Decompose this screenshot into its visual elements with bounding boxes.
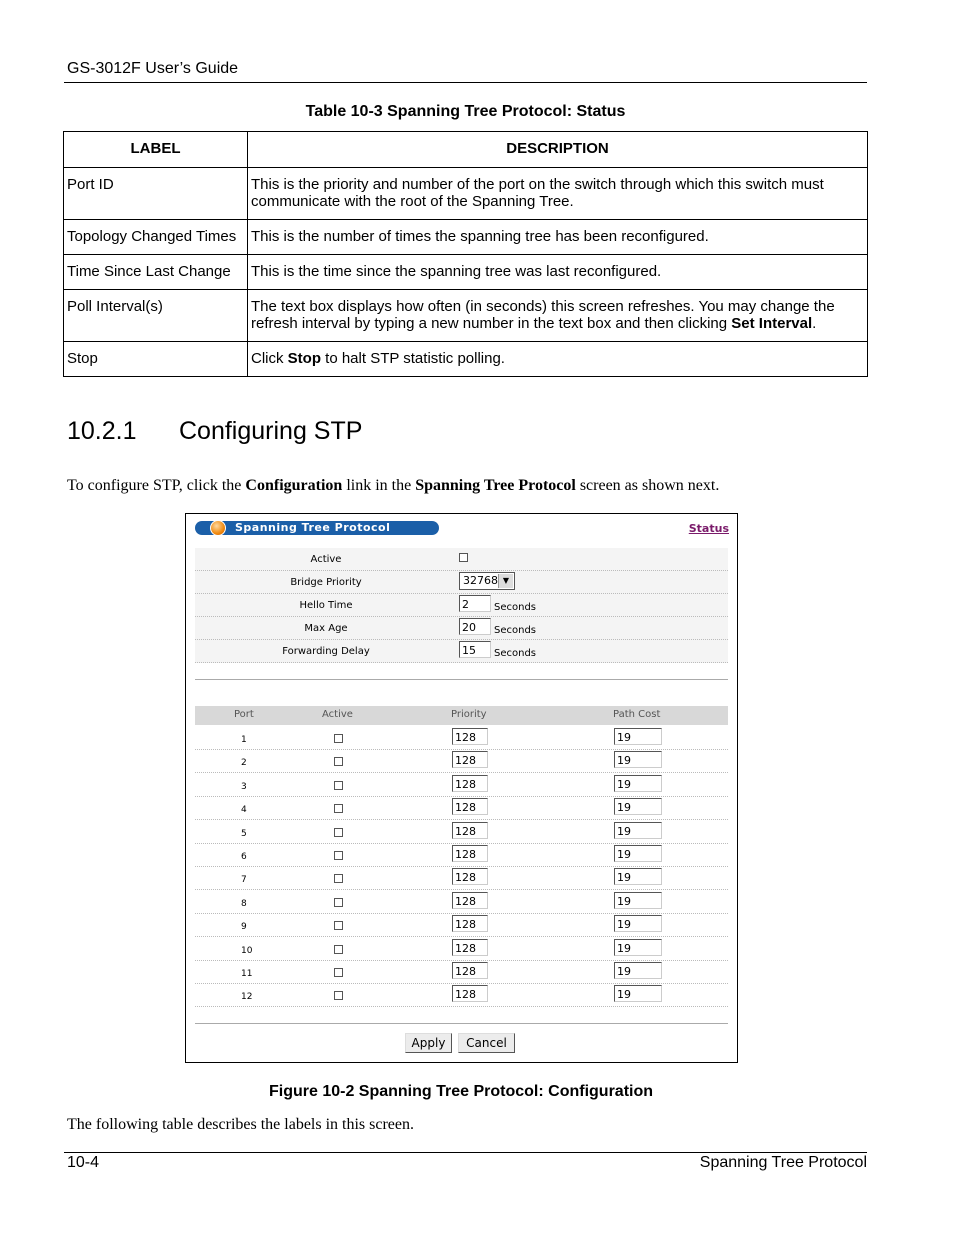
- desc-text: .: [812, 315, 817, 332]
- forwarding-delay-input[interactable]: 15: [459, 641, 491, 658]
- footer-chapter-title: Spanning Tree Protocol: [699, 1154, 867, 1171]
- footer-rule: [64, 1152, 867, 1153]
- table-row: [195, 960, 728, 984]
- description-table: [63, 131, 868, 377]
- figure-caption: Figure 10-2 Spanning Tree Protocol: Configuration: [268, 1083, 654, 1100]
- port-number: 11: [241, 969, 253, 979]
- table-row: [195, 866, 728, 890]
- table-row: [195, 890, 728, 914]
- port-priority-input[interactable]: 128: [452, 798, 488, 815]
- port-path-cost-input[interactable]: 19: [614, 751, 662, 768]
- port-active-checkbox[interactable]: [334, 781, 343, 790]
- port-path-cost-input[interactable]: 19: [614, 798, 662, 815]
- intro-paragraph: [67, 477, 719, 495]
- port-path-cost-input[interactable]: 19: [614, 985, 662, 1002]
- port-path-cost-input[interactable]: 19: [614, 962, 662, 979]
- port-number: 1: [241, 735, 247, 745]
- port-number: 12: [241, 992, 253, 1003]
- port-number: 10: [241, 945, 253, 956]
- row-label: Port ID: [64, 168, 248, 220]
- header-rule: [64, 82, 867, 83]
- port-path-cost-input[interactable]: 19: [614, 939, 662, 956]
- port-path-cost-input[interactable]: 19: [614, 845, 662, 862]
- port-active-checkbox[interactable]: [334, 874, 343, 883]
- table-row: [64, 220, 868, 255]
- table-row: [195, 820, 728, 844]
- port-priority-input[interactable]: 128: [452, 915, 488, 932]
- table-row: [64, 168, 868, 220]
- port-number: 3: [241, 781, 247, 792]
- cancel-button[interactable]: Cancel: [458, 1033, 515, 1053]
- section-number: 10.2.1: [67, 417, 137, 445]
- port-active-checkbox[interactable]: [334, 968, 343, 977]
- table-row: [195, 726, 728, 750]
- port-active-checkbox[interactable]: [334, 757, 343, 766]
- port-active-checkbox[interactable]: [334, 898, 343, 907]
- port-path-cost-input[interactable]: 19: [614, 775, 662, 792]
- port-path-cost-input[interactable]: 19: [614, 868, 662, 885]
- bridge-priority-select[interactable]: [459, 572, 515, 590]
- port-active-checkbox[interactable]: [334, 734, 343, 743]
- table-header-row: [64, 132, 868, 168]
- table-row: [195, 796, 728, 820]
- port-priority-input[interactable]: 128: [452, 868, 488, 885]
- port-priority-input[interactable]: 128: [452, 962, 488, 979]
- section-title: Configuring STP: [179, 417, 363, 445]
- row-label: Topology Changed Times: [64, 220, 248, 255]
- port-priority-input[interactable]: 128: [452, 892, 488, 909]
- stp-config-screenshot: [185, 513, 738, 1063]
- table-row: [64, 342, 868, 377]
- bridge-priority-value: 32768: [463, 574, 498, 587]
- port-priority-input[interactable]: 128: [452, 939, 488, 956]
- port-number: 6: [241, 852, 247, 862]
- column-header-description: DESCRIPTION: [248, 132, 868, 168]
- path-cost-header: Path Cost: [613, 709, 661, 720]
- intro-bold: Spanning Tree Protocol: [415, 477, 576, 494]
- port-priority-input[interactable]: 128: [452, 985, 488, 1002]
- table-row: [195, 773, 728, 797]
- port-path-cost-input[interactable]: 19: [614, 915, 662, 932]
- table-row: [195, 937, 728, 961]
- divider: [195, 679, 728, 680]
- divider: [195, 1023, 728, 1024]
- desc-bold: Set Interval: [731, 315, 813, 332]
- port-active-checkbox[interactable]: [334, 804, 343, 813]
- column-header-label: LABEL: [64, 132, 248, 168]
- table-row: [64, 290, 868, 342]
- title-orb-icon: [210, 520, 226, 536]
- active-label: Active: [310, 554, 342, 565]
- seconds-unit: Seconds: [494, 648, 537, 659]
- hello-time-label: Hello Time: [299, 600, 353, 611]
- forwarding-delay-row: [195, 640, 728, 663]
- port-priority-input[interactable]: 128: [452, 822, 488, 839]
- max-age-label: Max Age: [304, 623, 348, 634]
- port-priority-input[interactable]: 128: [452, 845, 488, 862]
- row-label: Poll Interval(s): [64, 290, 248, 342]
- seconds-unit: Seconds: [494, 625, 537, 636]
- row-description: This is the number of times the spanning tree has been reconfigured.: [248, 220, 868, 255]
- row-description: This is the priority and number of the port on the switch through which this switch must communicate with the root of the Spanning Tree.: [248, 168, 868, 220]
- active-row: [195, 548, 728, 571]
- desc-text: to halt STP statistic polling.: [321, 350, 505, 367]
- desc-bold: Stop: [287, 350, 321, 367]
- port-active-checkbox[interactable]: [334, 828, 343, 837]
- screen-titlebar: [195, 521, 439, 535]
- port-number: 8: [241, 898, 247, 909]
- hello-time-input[interactable]: 2: [459, 595, 491, 612]
- row-description: This is the time since the spanning tree was last reconfigured.: [248, 255, 868, 290]
- port-priority-input[interactable]: 128: [452, 775, 488, 792]
- max-age-row: [195, 617, 728, 640]
- table-row: [195, 749, 728, 773]
- port-priority-input[interactable]: 128: [452, 751, 488, 768]
- apply-button[interactable]: Apply: [405, 1033, 452, 1053]
- port-path-cost-input[interactable]: 19: [614, 892, 662, 909]
- port-active-checkbox[interactable]: [334, 851, 343, 860]
- port-path-cost-input[interactable]: 19: [614, 728, 662, 745]
- table-row: [195, 913, 728, 937]
- row-description: [248, 290, 868, 342]
- desc-text: The text box displays how often (in seconds) this screen refreshes. You may change the refresh interval by typing a new number in the text box and then clicking: [251, 298, 835, 332]
- forwarding-delay-label: Forwarding Delay: [282, 646, 370, 657]
- bridge-priority-row: [195, 571, 728, 594]
- desc-text: Click: [251, 350, 288, 367]
- table-row: [195, 983, 728, 1007]
- active-checkbox[interactable]: [459, 553, 468, 562]
- port-header: Port: [234, 709, 254, 720]
- table-caption: Table 10-3 Spanning Tree Protocol: Status: [305, 103, 626, 120]
- table-row: [64, 255, 868, 290]
- footer-page-number: 10-4: [67, 1154, 100, 1171]
- port-table-header: [195, 706, 728, 725]
- chevron-down-icon: ▼: [498, 574, 513, 588]
- port-active-checkbox[interactable]: [334, 945, 343, 954]
- seconds-unit: Seconds: [494, 602, 537, 613]
- port-active-checkbox[interactable]: [334, 921, 343, 930]
- table-row: [195, 843, 728, 867]
- intro-text: To configure STP, click the: [67, 477, 246, 494]
- screen-title: Spanning Tree Protocol: [235, 521, 391, 534]
- row-label: Stop: [64, 342, 248, 377]
- port-number: 4: [241, 805, 247, 816]
- port-number: 9: [241, 922, 247, 933]
- active-header: Active: [322, 709, 353, 720]
- hello-time-row: [195, 594, 728, 617]
- port-priority-input[interactable]: 128: [452, 728, 488, 745]
- intro-bold: Configuration: [245, 477, 343, 494]
- section-heading: [67, 417, 362, 446]
- port-number: 7: [241, 875, 247, 886]
- bridge-priority-label: Bridge Priority: [290, 577, 362, 588]
- port-path-cost-input[interactable]: 19: [614, 822, 662, 839]
- following-paragraph: The following table describes the labels in this screen.: [67, 1116, 415, 1133]
- intro-text: screen as shown next.: [575, 477, 720, 494]
- max-age-input[interactable]: 20: [459, 618, 491, 635]
- intro-text: link in the: [342, 477, 416, 494]
- priority-header: Priority: [451, 709, 487, 720]
- row-description: [248, 342, 868, 377]
- port-active-checkbox[interactable]: [334, 991, 343, 1000]
- port-number: 5: [241, 828, 247, 839]
- status-link[interactable]: Status: [688, 522, 729, 535]
- port-number: 2: [241, 758, 247, 769]
- header-title: GS-3012F User’s Guide: [67, 60, 239, 77]
- row-label: Time Since Last Change: [64, 255, 248, 290]
